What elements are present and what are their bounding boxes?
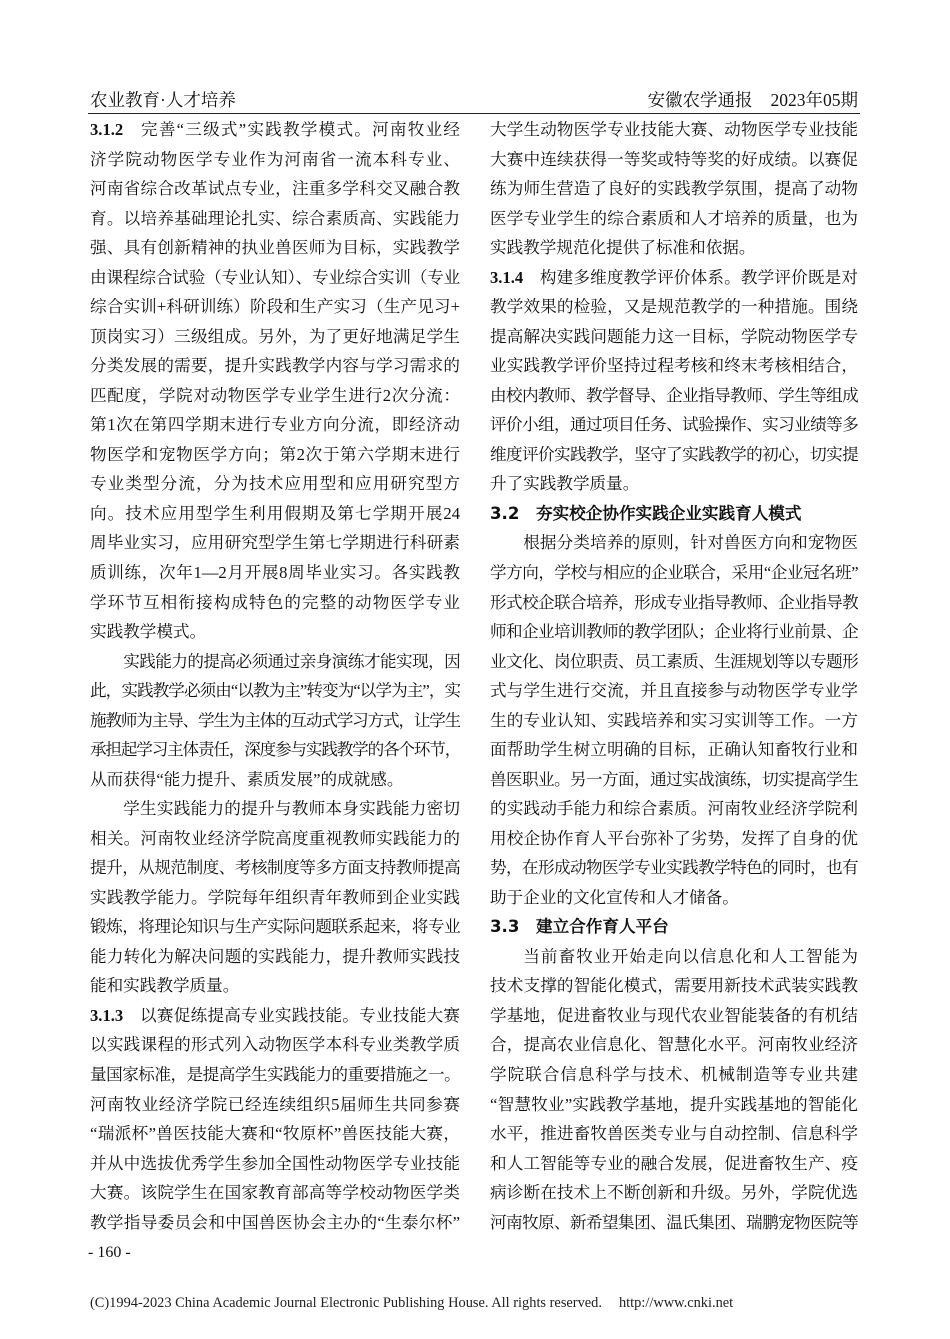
text-line: 学方向，学校与相应的企业联合，采用“企业冠名班” [490, 562, 858, 582]
section-number: 3.2 [490, 503, 520, 523]
paragraph [490, 263, 858, 499]
cnki-url: http://www.cnki.net [618, 1295, 734, 1311]
section-heading-line [490, 912, 858, 942]
text-line: 业实践教学评价坚持过程考核和终末考核相结合， [490, 356, 858, 376]
text-line: 式与学生进行交流，并且直接参与动物医学专业学 [490, 681, 858, 701]
paragraph [90, 1001, 460, 1237]
text-line: 形式校企联合培养，形成专业指导教师、企业指导教 [490, 592, 858, 612]
text-line: 河南省综合改革试点专业，注重多学科交叉融合教 [90, 179, 460, 199]
header-rule [88, 113, 860, 114]
paragraph [90, 115, 460, 647]
left-column [90, 115, 460, 1237]
text-line [90, 115, 460, 145]
subsection-number: 3.1.2 [90, 120, 124, 139]
text-line: 医学专业学生的综合素质和人才培养的质量，也为 [490, 208, 858, 228]
text-line: 锻炼，将理论知识与生产实际问题联系起来，将专业 [90, 917, 460, 937]
text-line: “瑞派杯”兽医技能大赛和“牧原杯”兽医技能大赛， [90, 1124, 460, 1144]
text-line: 大赛。该院学生在国家教育部高等学校动物医学类 [90, 1183, 460, 1203]
text-line: 质训练，次年1—2月开展8周毕业实习。各实践教 [90, 562, 460, 582]
text-line: 实践教学规范化提供了标准和依据。 [490, 238, 756, 258]
right-column [490, 115, 858, 1237]
text-line: 技术支撑的智能化模式，需要用新技术武装实践教 [490, 976, 858, 996]
text-line [90, 1001, 460, 1031]
text-line: 学院联合信息科学与技术、机械制造等专业共建 [490, 1065, 858, 1084]
text-line: 兽医职业。另一方面，通过实战演练，切实提高学生 [490, 769, 858, 789]
text-line: 第1次在第四学期末进行专业方向分流，即经济动 [90, 415, 460, 435]
text-line: 施教师为主导、学生为主体的互动式学习方式，让学生 [90, 710, 460, 730]
paragraph [490, 115, 858, 263]
text-line: 育。以培养基础理论扎实、综合素质高、实践能力 [90, 208, 460, 228]
subsection-lead-text: 以赛促练提高专业实践技能。专业技能大赛 [139, 1005, 460, 1025]
text-line: 强、具有创新精神的执业兽医师为目标，实践教学 [90, 238, 460, 258]
text-line: 合，提高农业信息化、智慧化水平。河南牧业经济 [490, 1035, 858, 1055]
text-line: 业文化、岗位职责、员工素质、生涯规划等以专题形 [490, 651, 858, 671]
text-line: 实践教学模式。 [90, 622, 207, 642]
text-line: 承担起学习主体责任，深度参与实践教学的各个环节， [90, 740, 460, 760]
section-title: 夯实校企协作实践企业实践育人模式 [536, 503, 802, 523]
text-line: 顶岗实习）三级组成。另外，为了更好地满足学生 [90, 326, 460, 346]
text-line: 大赛中连续获得一等奖或特等奖的好成绩。以赛促 [490, 149, 858, 169]
text-line: 以实践课程的形式列入动物医学本科专业类教学质 [90, 1035, 460, 1055]
text-line: 由课程综合试验（专业认知）、专业综合实训（专业 [90, 267, 460, 287]
text-line: 周毕业实习，应用研究型学生第七学期进行科研素 [90, 533, 460, 553]
subsection-lead-text: 构建多维度教学评价体系。教学评价既是对 [539, 267, 858, 287]
text-line: 分类发展的需要，提升实践教学内容与学习需求的 [90, 356, 460, 376]
text-line: 学环节互相衔接构成特色的完整的动物医学专业 [90, 592, 460, 612]
text-line: 学基地，促进畜牧业与现代农业智能装备的有机结 [490, 1005, 858, 1025]
paragraph [490, 528, 858, 912]
text-line: 升了实践教学质量。 [490, 474, 640, 494]
copyright-notice: (C)1994-2023 China Academic Journal Electronic Publishing House. All rights reserved. [90, 1295, 602, 1311]
section-category: 农业教育·人才培养 [90, 90, 236, 110]
section-title: 建立合作育人平台 [536, 917, 669, 937]
text-line: 病诊断在技术上不断创新和升级。另外，学院优选 [490, 1183, 858, 1203]
text-line: 河南牧原、新希望集团、温氏集团、瑞鹏宠物医院等 [490, 1212, 858, 1232]
text-line: 维度评价实践教学，坚守了实践教学的初心，切实提 [490, 444, 858, 464]
subsection-number: 3.1.3 [90, 1005, 124, 1025]
copyright-line [90, 1293, 733, 1313]
paragraph [490, 942, 858, 1237]
text-line: 提高解决实践问题能力这一目标，学院动物医学专 [490, 326, 858, 346]
text-line: 能和实践教学质量。 [90, 976, 240, 996]
text-line: 河南牧业经济学院已经连续组织5届师生共同参赛 [90, 1094, 460, 1114]
text-line: “智慧牧业”实践教学基地，提升实践基地的智能化 [490, 1094, 858, 1114]
text-line: 能力转化为解决问题的实践能力，提升教师实践技 [90, 946, 460, 966]
paragraph [90, 647, 460, 795]
text-line: 实践教学能力。学院每年组织青年教师到企业实践 [90, 887, 460, 907]
text-line: 向。技术应用型学生利用假期及第七学期开展24 [90, 503, 460, 523]
journal-name: 安徽农学通报 [647, 90, 753, 110]
text-line: 助于企业的文化宣传和人才储备。 [490, 887, 739, 907]
section-number: 3.3 [490, 917, 520, 937]
text-line: 专业类型分流，分为技术应用型和应用研究型方 [90, 474, 460, 494]
text-line: 练为师生营造了良好的实践教学氛围，提高了动物 [490, 179, 858, 199]
text-line: 师和企业培训教师的教学团队；企业将行业前景、企 [490, 622, 858, 642]
text-line: 并从中选拔优秀学生参加全国性动物医学专业技能 [90, 1153, 460, 1173]
paragraph [90, 794, 460, 1001]
text-line [490, 263, 858, 293]
section-heading [490, 499, 858, 529]
text-line: 济学院动物医学专业作为河南省一流本科专业、 [90, 149, 460, 169]
text-line: 从而获得“能力提升、素质发展”的成就感。 [90, 769, 404, 789]
text-line: 当前畜牧业开始走向以信息化和人工智能为 [523, 946, 858, 966]
text-line: 提升，从规范制度、考核制度等多方面支持教师提高 [90, 858, 460, 878]
text-line: 生的专业认知、实践培养和实习实训等工作。一方 [490, 710, 858, 730]
text-line: 根据分类培养的原则，针对兽医方向和宠物医 [523, 533, 858, 553]
text-line: 教学效果的检验，又是规范教学的一种措施。围绕 [490, 297, 858, 317]
text-line: 实践能力的提高必须通过亲身演练才能实现，因 [123, 651, 460, 671]
issue-number: 2023年05期 [770, 90, 858, 110]
subsection-lead-text: 完善“三级式”实践教学模式。河南牧业经 [139, 120, 460, 139]
text-line: 的实践动手能力和综合素质。河南牧业经济学院利 [490, 799, 858, 819]
text-line: 势，在形成动物医学专业实践教学特色的同时，也有 [490, 858, 858, 878]
running-header [90, 89, 858, 111]
text-line: 综合实训+科研训练）阶段和生产实习（生产见习+ [90, 297, 460, 317]
text-line: 用校企协作育人平台弥补了劣势，发挥了自身的优 [490, 828, 858, 848]
text-line: 此，实践教学必须由“以教为主”转变为“以学为主”，实 [90, 681, 460, 701]
text-line: 大学生动物医学专业技能大赛、动物医学专业技能 [490, 120, 858, 139]
text-line: 水平，推进畜牧兽医类专业与自动控制、信息科学 [490, 1124, 858, 1144]
subsection-number: 3.1.4 [490, 267, 524, 287]
text-line: 学生实践能力的提升与教师本身实践能力密切 [123, 799, 460, 819]
text-line: 匹配度，学院对动物医学专业学生进行2次分流： [90, 385, 460, 405]
text-line: 由校内教师、教学督导、企业指导教师、学生等组成 [490, 385, 858, 405]
section-heading-line [490, 499, 858, 529]
page-number: - 160 - [88, 1244, 131, 1261]
journal-issue-info [648, 89, 859, 111]
text-line: 物医学和宠物医学方向；第2次于第六学期末进行 [90, 444, 460, 464]
section-heading [490, 912, 858, 942]
text-line: 面帮助学生树立明确的目标，正确认知畜牧行业和 [490, 740, 858, 760]
text-line: 教学指导委员会和中国兽医协会主办的“生泰尔杯” [90, 1212, 460, 1232]
text-line: 和人工智能等专业的融合发展，促进畜牧生产、疫 [490, 1153, 858, 1173]
text-line: 相关。河南牧业经济学院高度重视教师实践能力的 [90, 828, 460, 848]
text-line: 量国家标准，是提高学生实践能力的重要措施之一。 [90, 1065, 460, 1084]
text-line: 评价小组，通过项目任务、试验操作、实习业绩等多 [490, 415, 858, 435]
